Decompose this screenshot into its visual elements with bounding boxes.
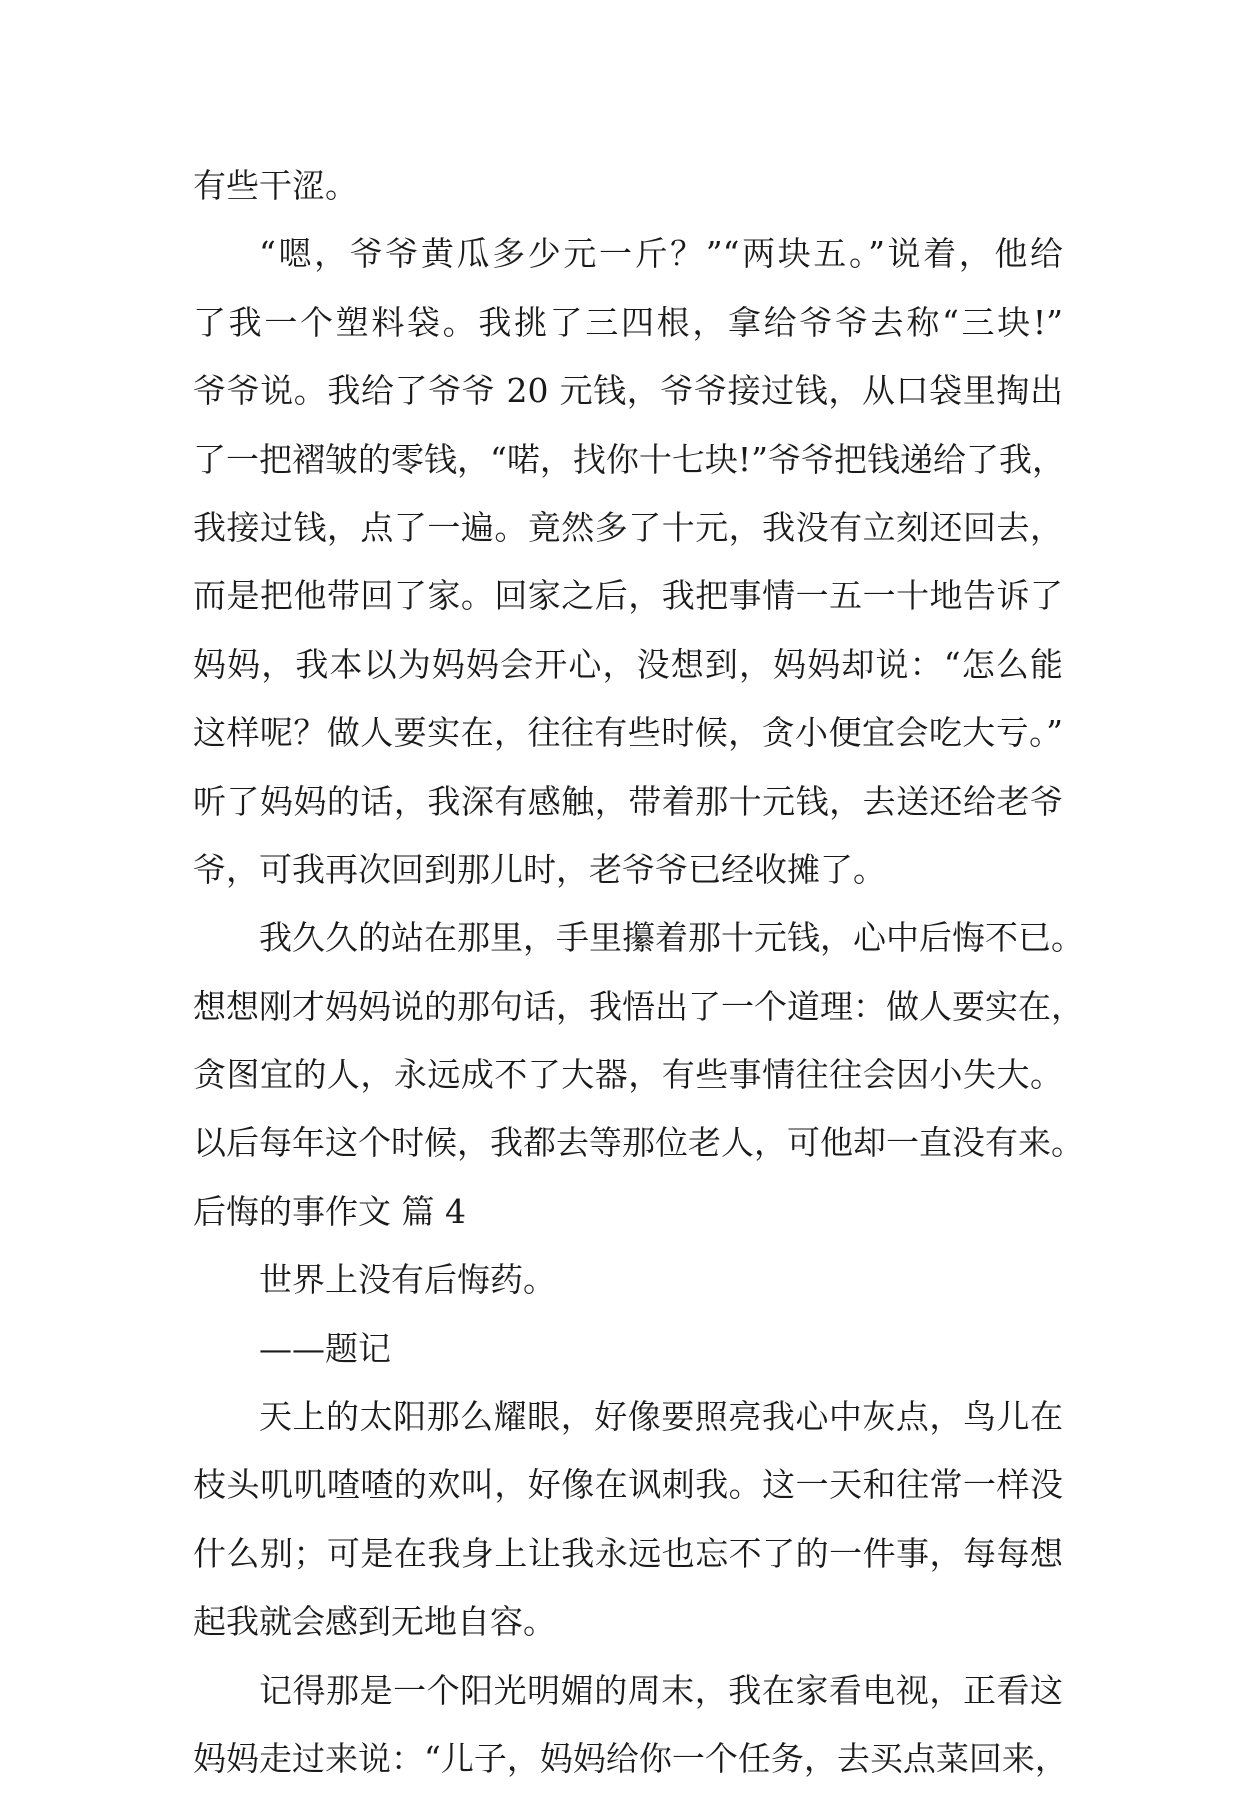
text-line: 妈妈，我本以为妈妈会开心，没想到，妈妈却说：“怎么能 — [193, 644, 1063, 684]
text-line: “嗯，爷爷黄瓜多少元一斤？”“两块五。”说着，他给 — [259, 234, 1063, 274]
text-line: 什么别；可是在我身上让我永远也忘不了的一件事，每每想 — [193, 1533, 1063, 1573]
text-line: 爷，可我再次回到那儿时，老爷爷已经收摊了。 — [193, 849, 886, 889]
text-line: 而是把他带回了家。回家之后，我把事情一五一十地告诉了 — [193, 576, 1063, 616]
text-line: 世界上没有后悔药。 — [259, 1260, 556, 1300]
text-line: 天上的太阳那么耀眼，好像要照亮我心中灰点，鸟儿在 — [259, 1397, 1063, 1437]
text-line: 了一把褶皱的零钱，“喏，找你十七块!”爷爷把钱递给了我， — [193, 439, 1066, 479]
body-text — [193, 152, 1084, 1793]
text-line: 贪图宜的人，永远成不了大器，有些事情往往会因小失大。 — [193, 1055, 1063, 1095]
text-line: ——题记 — [259, 1328, 391, 1368]
text-line: 想想刚才妈妈说的那句话，我悟出了一个道理：做人要实在， — [193, 986, 1084, 1026]
text-line: 我接过钱，点了一遍。竟然多了十元，我没有立刻还回去， — [193, 507, 1063, 547]
text-line: 妈妈走过来说：“儿子，妈妈给你一个任务，去买点菜回来， — [193, 1738, 1068, 1778]
text-line: 枝头叽叽喳喳的欢叫，好像在讽刺我。这一天和往常一样没 — [193, 1465, 1063, 1505]
text-line: 爷爷说。我给了爷爷 20 元钱，爷爷接过钱，从口袋里掏出 — [193, 371, 1063, 411]
text-line: 了我一个塑料袋。我挑了三四根，拿给爷爷去称“三块!” — [193, 302, 1063, 342]
text-line: 有些干涩。 — [193, 166, 358, 205]
text-line: 我久久的站在那里，手里攥着那十元钱，心中后悔不已。 — [259, 918, 1084, 958]
text-line: 听了妈妈的话，我深有感触，带着那十元钱，去送还给老爷 — [193, 781, 1063, 821]
text-line: 以后每年这个时候，我都去等那位老人，可他却一直没有来。 — [193, 1123, 1084, 1163]
text-line: 记得那是一个阳光明媚的周末，我在家看电视，正看这 — [259, 1670, 1063, 1710]
text-line: 后悔的事作文 篇 4 — [193, 1191, 466, 1231]
text-line: 起我就会感到无地自容。 — [193, 1602, 556, 1642]
text-line: 这样呢？做人要实在，往往有些时候，贪小便宜会吃大亏。” — [193, 713, 1063, 753]
